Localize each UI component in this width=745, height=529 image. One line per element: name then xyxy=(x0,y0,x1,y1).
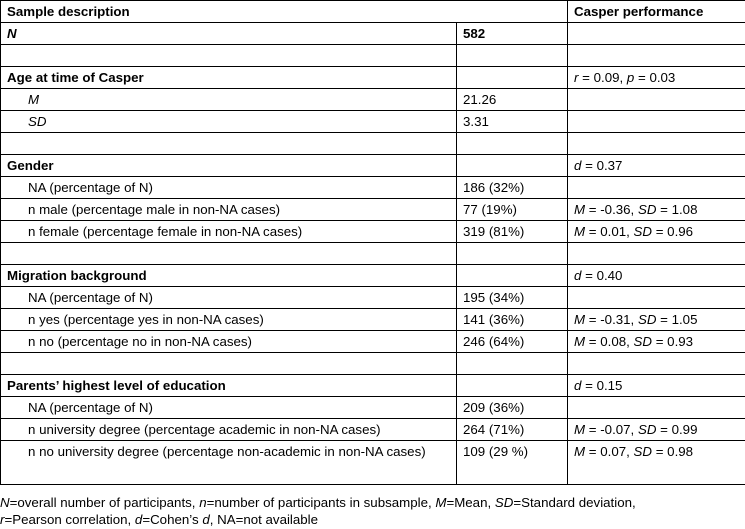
gender-heading-row xyxy=(1,155,745,177)
age-m-value: 21.26 xyxy=(457,89,568,111)
age-sd-label: SD xyxy=(1,111,457,133)
education-stat: d = 0.15 xyxy=(568,375,745,397)
spacer-row xyxy=(1,353,745,375)
spacer-row xyxy=(1,133,745,155)
n-row xyxy=(1,23,745,45)
empty-cell xyxy=(568,23,745,45)
age-sd-row xyxy=(1,111,745,133)
gender-heading: Gender xyxy=(1,155,457,177)
table-row: n male (percentage male in non-NA cases) 77 (19%) M = -0.36, SD = 1.08 xyxy=(1,199,745,221)
gender-stat: d = 0.37 xyxy=(568,155,745,177)
table-row: NA (percentage of N) 209 (36%) xyxy=(1,397,745,419)
table-row: n female (percentage female in non-NA cases) 319 (81%) M = 0.01, SD = 0.96 xyxy=(1,221,745,243)
age-sd-value: 3.31 xyxy=(457,111,568,133)
header-row xyxy=(1,1,745,23)
table-row: n no university degree (percentage non-academic in non-NA cases) 109 (29 %) M = 0.07, SD = 0.98 xyxy=(1,441,745,485)
age-mean-row xyxy=(1,89,745,111)
age-heading: Age at time of Casper xyxy=(1,67,457,89)
age-stat: r = 0.09, p = 0.03 xyxy=(568,67,745,89)
table-row: n no (percentage no in non-NA cases) 246 (64%) M = 0.08, SD = 0.93 xyxy=(1,331,745,353)
migration-heading: Migration background xyxy=(1,265,457,287)
migration-heading-row xyxy=(1,265,745,287)
table-row: n yes (percentage yes in non-NA cases) 141 (36%) M = -0.31, SD = 1.05 xyxy=(1,309,745,331)
header-sample-description: Sample description xyxy=(1,1,568,23)
spacer-row xyxy=(1,45,745,67)
table-row: NA (percentage of N) 195 (34%) xyxy=(1,287,745,309)
table-row: NA (percentage of N) 186 (32%) xyxy=(1,177,745,199)
age-m-label: M xyxy=(1,89,457,111)
empty-cell xyxy=(457,67,568,89)
spacer-row xyxy=(1,243,745,265)
education-heading: Parents’ highest level of education xyxy=(1,375,457,397)
n-value: 582 xyxy=(457,23,568,45)
education-heading-row xyxy=(1,375,745,397)
migration-stat: d = 0.40 xyxy=(568,265,745,287)
header-casper-performance: Casper performance xyxy=(568,1,745,23)
table-footnote: N=overall number of participants, n=number of participants in subsample, M=Mean, SD=Standard deviation, r=Pearson correlation, d=Cohen’s d, NA=not available xyxy=(0,495,636,527)
n-label: N xyxy=(1,23,457,45)
age-heading-row xyxy=(1,67,745,89)
table-row: n university degree (percentage academic in non-NA cases) 264 (71%) M = -0.07, SD = 0.99 xyxy=(1,419,745,441)
